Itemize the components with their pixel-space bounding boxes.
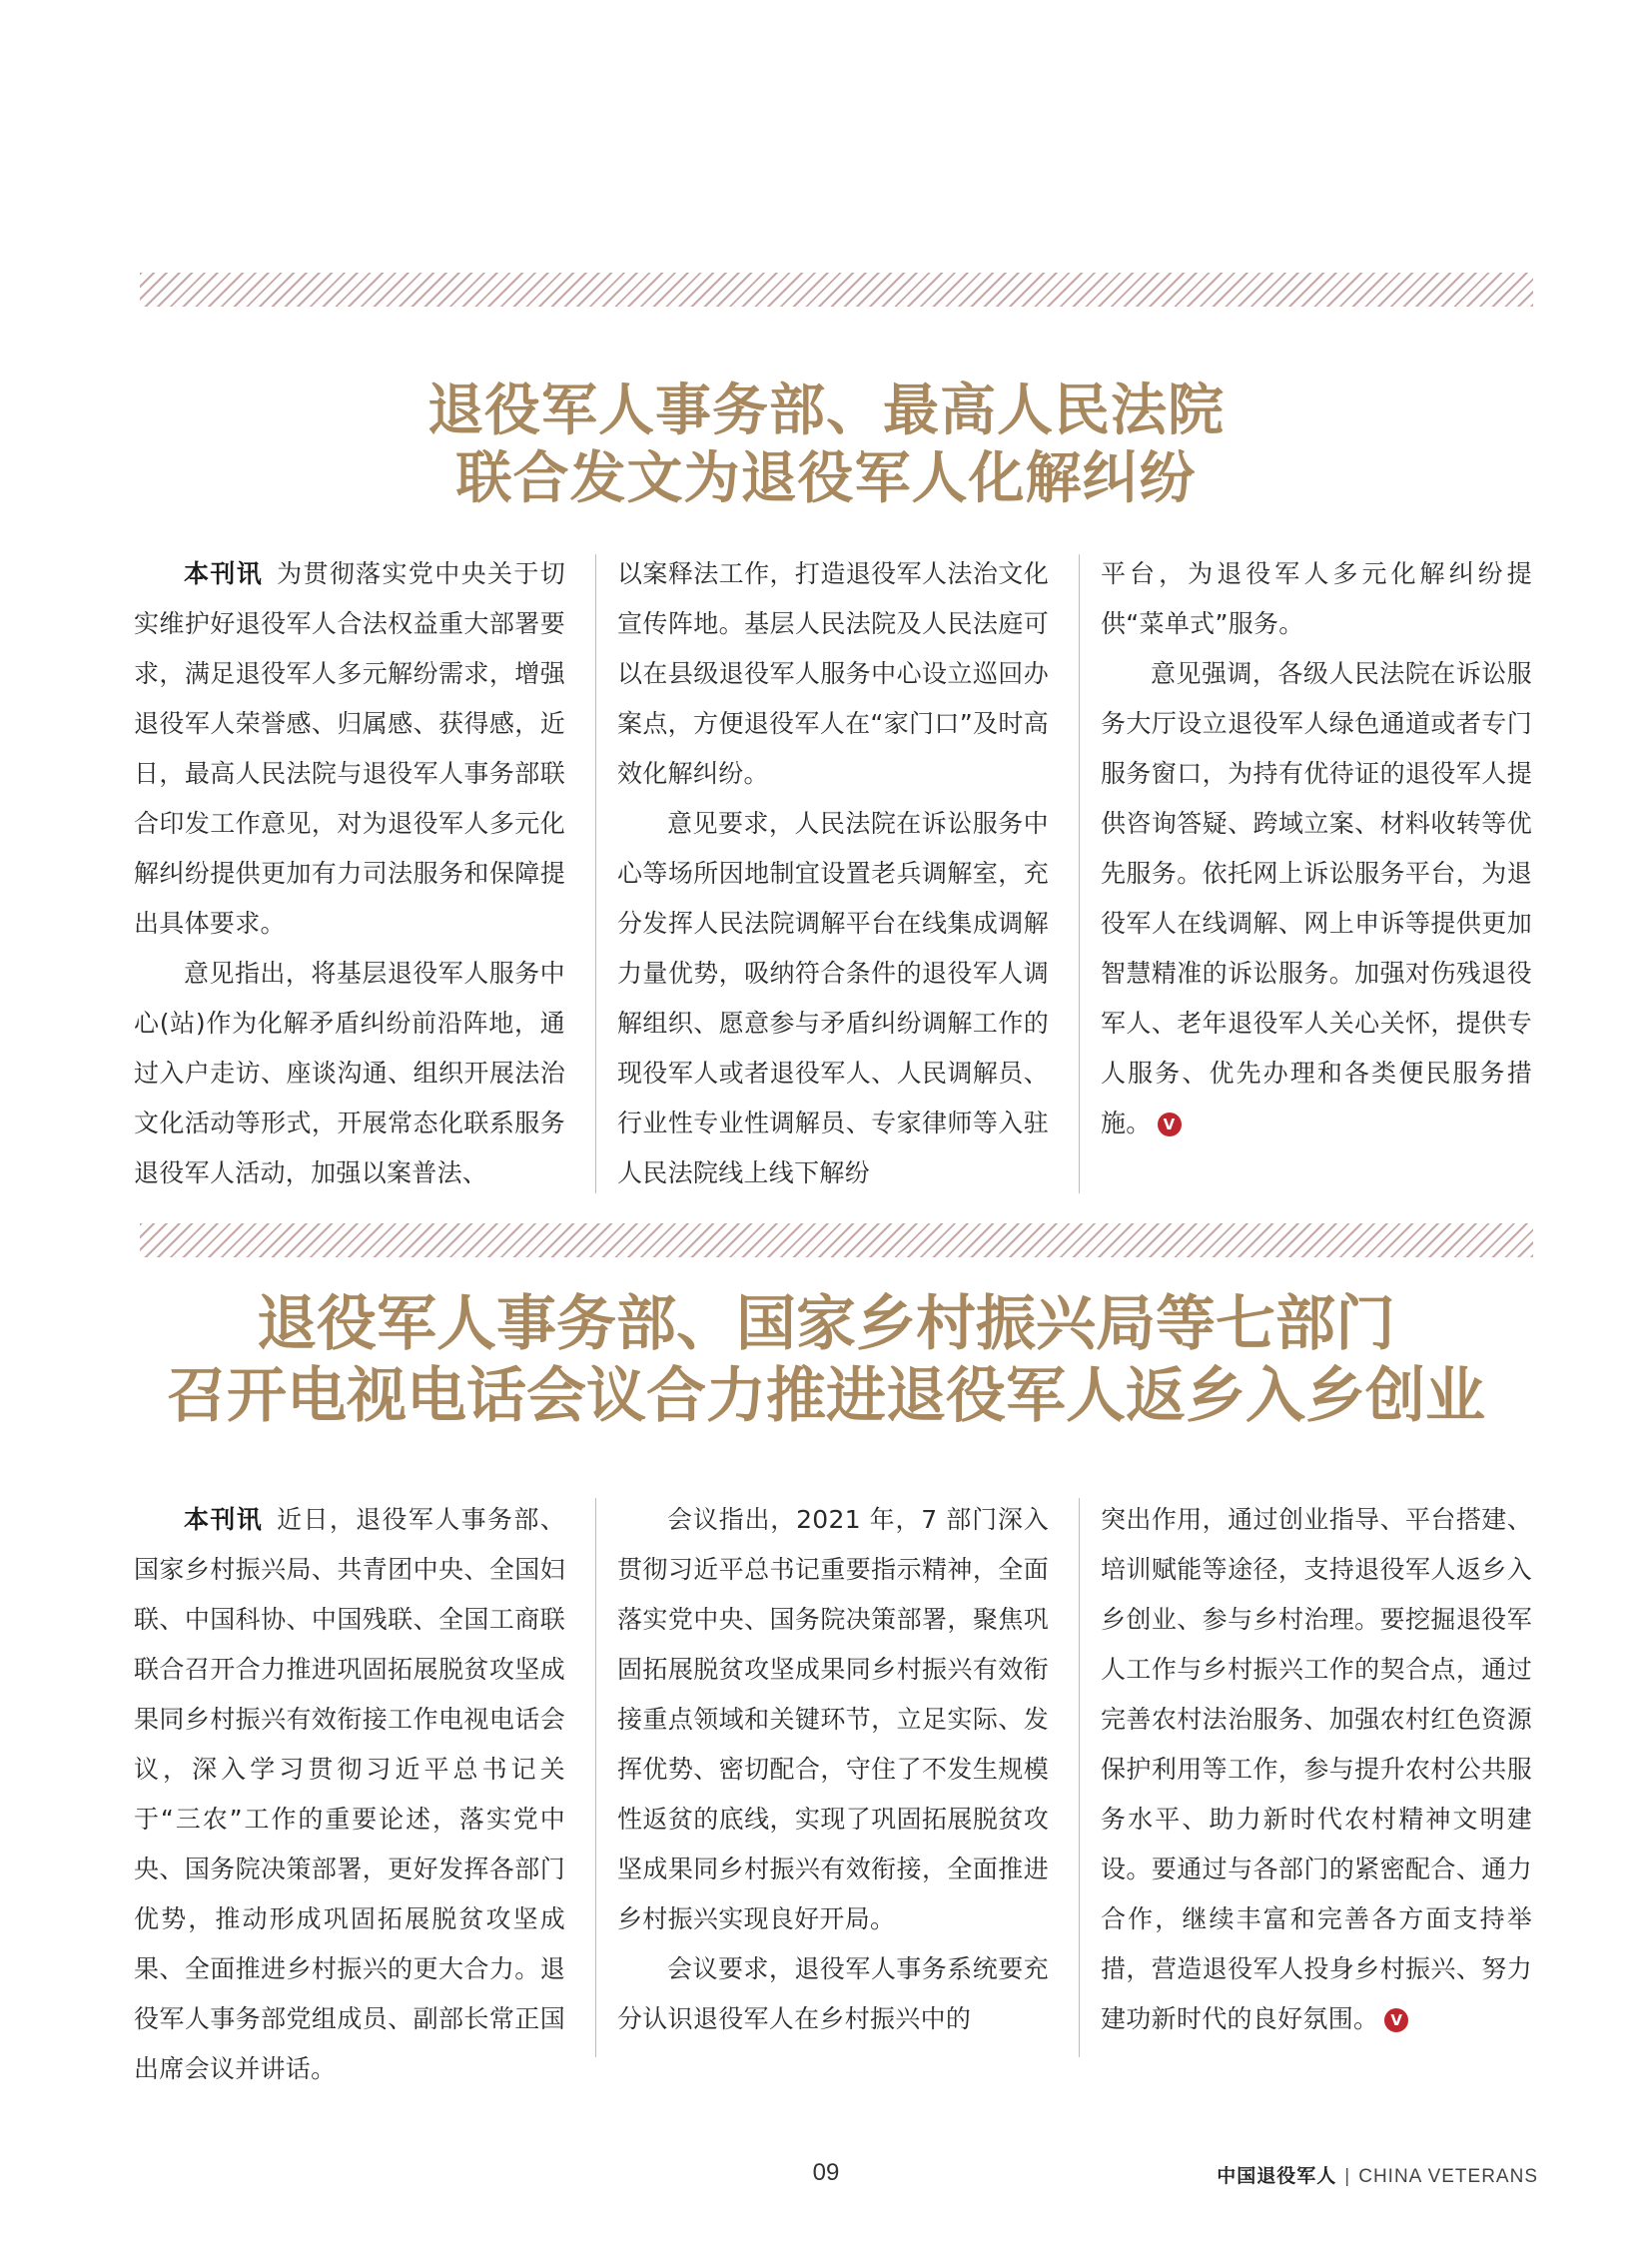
article2-lead: 本刊讯 xyxy=(184,1505,264,1534)
article2-column-1 xyxy=(134,1495,565,2094)
article1-title xyxy=(0,377,1652,513)
footer-brand xyxy=(1217,2161,1538,2188)
article1-col3-para1: 平台，为退役军人多元化解纠纷提供“菜单式”服务。 xyxy=(1101,559,1532,638)
article1-col2-para2: 意见要求，人民法院在诉讼服务中心等场所因地制宜设置老兵调解室，充分发挥人民法院调解平台在线集成调解力量优势，吸纳符合条件的退役军人调解组织、愿意参与矛盾纠纷调解工作的现役军人或者退役军人、人民调解员、行业性专业性调解员、专家律师等入驻人民法院线上线下解纷 xyxy=(617,809,1049,1187)
decorative-stripe-top xyxy=(140,273,1533,307)
column-divider xyxy=(595,1498,596,2057)
article1-column-1 xyxy=(134,549,565,1198)
article2-col2-para1: 会议指出，2021 年，7 部门深入贯彻习近平总书记重要指示精神，全面落实党中央、国务院决策部署，聚焦巩固拓展脱贫攻坚成果同乡村振兴有效衔接重点领域和关键环节，立足实际、发挥优势、密切配合，守住了不发生规模性返贫的底线，实现了巩固拓展脱贫攻坚成果同乡村振兴有效衔接，全面推进乡村振兴实现良好开局。 xyxy=(617,1505,1049,1933)
column-divider xyxy=(1079,554,1080,1193)
article2-title-line1: 退役军人事务部、国家乡村振兴局等七部门 xyxy=(257,1289,1395,1359)
article2-title xyxy=(0,1288,1652,1432)
article2-title-line2: 召开电视电话会议合力推进退役军人返乡入乡创业 xyxy=(167,1361,1485,1431)
column-divider xyxy=(1079,1498,1080,2057)
article2-col2-para2: 会议要求，退役军人事务系统要充分认识退役军人在乡村振兴中的 xyxy=(617,1954,1049,2033)
column-divider xyxy=(595,554,596,1193)
page-number: 09 xyxy=(812,2159,840,2186)
end-mark-icon: V xyxy=(1158,1113,1182,1136)
article1-lead: 本刊讯 xyxy=(184,559,264,588)
article2-column-2 xyxy=(617,1495,1049,2044)
article1-column-2 xyxy=(617,549,1049,1198)
article1-col2-para1: 以案释法工作，打造退役军人法治文化宣传阵地。基层人民法院及人民法庭可以在县级退役军人服务中心设立巡回办案点，方便退役军人在“家门口”及时高效化解纠纷。 xyxy=(617,559,1049,788)
article1-col1-para2: 意见指出，将基层退役军人服务中心(站)作为化解矛盾纠纷前沿阵地，通过入户走访、座谈沟通、组织开展法治文化活动等形式，开展常态化联系服务退役军人活动，加强以案普法、 xyxy=(134,959,565,1187)
article2-col3-para1: 突出作用，通过创业指导、平台搭建、培训赋能等途径，支持退役军人返乡入乡创业、参与乡村治理。要挖掘退役军人工作与乡村振兴工作的契合点，通过完善农村法治服务、加强农村红色资源保护利用等工作，参与提升农村公共服务水平、助力新时代农村精神文明建设。要通过与各部门的紧密配合、通力合作，继续丰富和完善各方面支持举措，营造退役军人投身乡村振兴、努力建功新时代的良好氛围。 xyxy=(1101,1505,1532,2033)
article1-column-3 xyxy=(1101,549,1532,1148)
footer-brand-en: CHINA VETERANS xyxy=(1358,2166,1538,2187)
article2-column-3 xyxy=(1101,1495,1532,2044)
decorative-stripe-middle xyxy=(140,1223,1533,1257)
article2-col1-para1: 近日，退役军人事务部、国家乡村振兴局、共青团中央、全国妇联、中国科协、中国残联、全国工商联联合召开合力推进巩固拓展脱贫攻坚成果同乡村振兴有效衔接工作电视电话会议，深入学习贯彻习近平总书记关于“三农”工作的重要论述，落实党中央、国务院决策部署，更好发挥各部门优势，推动形成巩固拓展脱贫攻坚成果、全面推进乡村振兴的更大合力。退役军人事务部党组成员、副部长常正国出席会议并讲话。 xyxy=(134,1505,565,2083)
footer-separator: | xyxy=(1344,2166,1351,2187)
article1-title-line1: 退役军人事务部、最高人民法院 xyxy=(427,378,1225,443)
article1-title-line2: 联合发文为退役军人化解纠纷 xyxy=(455,446,1197,511)
end-mark-icon: V xyxy=(1384,2008,1408,2032)
article1-col3-para2: 意见强调，各级人民法院在诉讼服务大厅设立退役军人绿色通道或者专门服务窗口，为持有优待证的退役军人提供咨询答疑、跨域立案、材料收转等优先服务。依托网上诉讼服务平台，为退役军人在线调解、网上申诉等提供更加智慧精准的诉讼服务。加强对伤残退役军人、老年退役军人关心关怀，提供专人服务、优先办理和各类便民服务措施。 xyxy=(1101,659,1532,1137)
article1-col1-para1: 为贯彻落实党中央关于切实维护好退役军人合法权益重大部署要求，满足退役军人多元解纷需求，增强退役军人荣誉感、归属感、获得感，近日，最高人民法院与退役军人事务部联合印发工作意见，对为退役军人多元化解纠纷提供更加有力司法服务和保障提出具体要求。 xyxy=(134,559,565,938)
footer-brand-cn: 中国退役军人 xyxy=(1217,2166,1337,2187)
